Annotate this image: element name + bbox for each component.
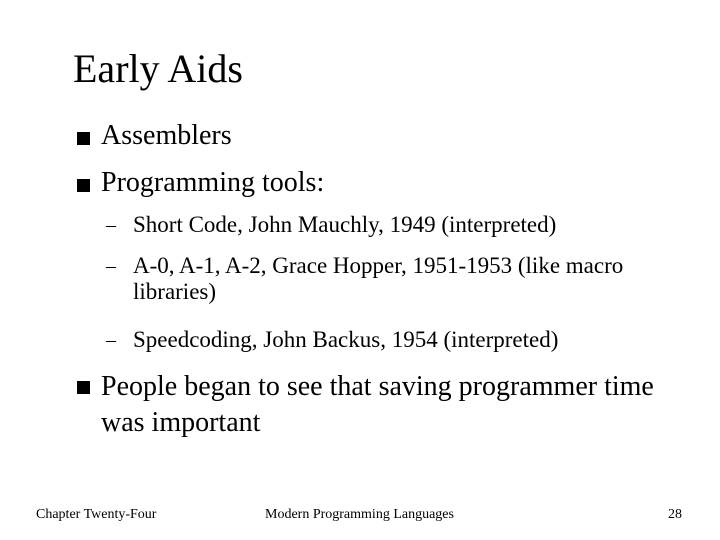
footer-book-title: Modern Programming Languages — [265, 507, 454, 522]
square-bullet-icon — [77, 381, 90, 394]
square-bullet-icon — [77, 179, 90, 192]
slide-title: Early Aids — [73, 46, 243, 91]
square-bullet-icon — [77, 132, 90, 145]
sub-bullet-text: Speedcoding, John Backus, 1954 (interpreted) — [133, 327, 559, 352]
dash-bullet-icon: – — [106, 214, 116, 236]
bullet-text: Assemblers — [101, 120, 232, 151]
dash-bullet-icon: – — [106, 329, 116, 351]
footer-chapter: Chapter Twenty-Four — [36, 507, 157, 522]
bullet-text: People began to see that saving programmer time was important — [101, 371, 654, 439]
footer-page-number: 28 — [668, 507, 682, 522]
dash-bullet-icon: – — [106, 255, 116, 277]
sub-bullet-text: A-0, A-1, A-2, Grace Hopper, 1951-1953 (like macro libraries) — [133, 253, 624, 305]
bullet-text: Programming tools: — [101, 167, 325, 198]
sub-bullet-text: Short Code, John Mauchly, 1949 (interpreted) — [133, 212, 557, 237]
